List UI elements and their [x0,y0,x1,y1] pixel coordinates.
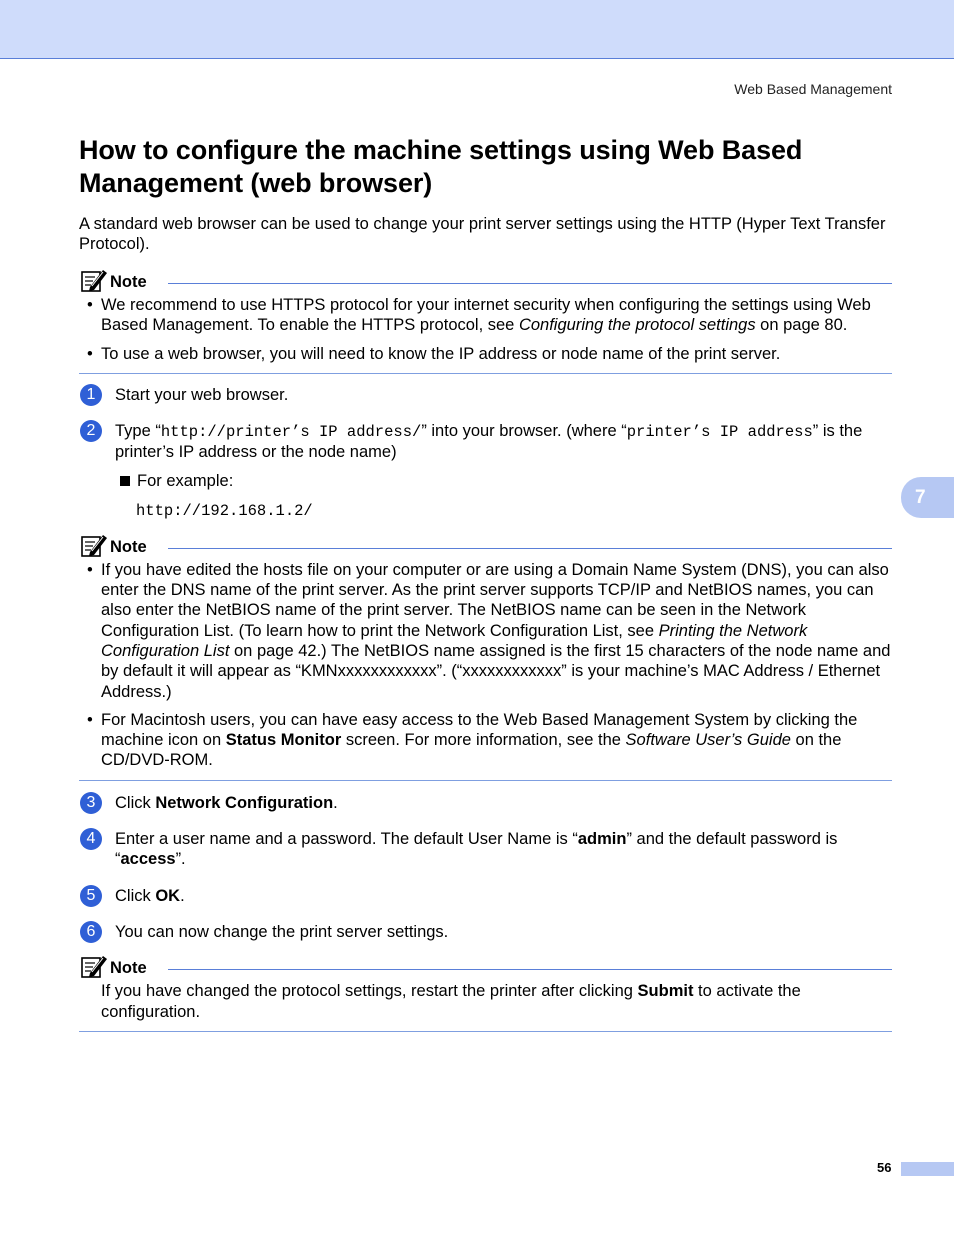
code-text: http://printer’s IP address/ [160,423,422,442]
note-rule [168,969,892,970]
step-number-icon: 6 [80,921,102,943]
step-number-icon: 1 [80,384,102,406]
code-text: printer’s IP address [626,423,813,442]
page-number: 56 [877,1160,892,1175]
cross-reference: Software User’s Guide [625,731,791,750]
bullet: • [87,344,93,363]
step-3: 3 Click Network Configuration. [79,793,892,813]
note-box-2 [79,534,892,781]
page-title: How to configure the machine settings using Web Based Management (web browser) [79,135,803,198]
note-label: Note [110,537,147,556]
note-item: • For Macintosh users, you can have easy access to the Web Based Management System by clicking the machine icon on Status Monitor screen. For more information, see the Software User’s Guide on the CD/DVD-ROM. [87,710,858,770]
note-rule [168,548,892,549]
note-pencil-icon [80,532,108,558]
bullet: • [87,710,93,729]
note-pencil-icon [80,953,108,979]
note-header [79,955,892,981]
bullet: • [87,560,93,579]
note-box-3 [79,955,892,1032]
step-6: 6 You can now change the print server settings. [79,922,892,942]
cross-reference: Printing the Network Configuration List [101,621,808,660]
step-1: 1 Start your web browser. [79,385,892,405]
bullet: • [87,296,93,314]
square-bullet-icon [120,476,130,486]
step-5: 5 Click OK. [79,886,892,906]
example-url: http://192.168.1.2/ [136,501,313,520]
step-number-icon: 4 [80,828,102,850]
note-item: • To use a web browser, you will need to know the IP address or node name of the print server. [87,344,781,363]
note-label: Note [110,273,147,291]
note-text: If you have changed the protocol settings, restart the printer after clicking Submit to activate the configuration. [101,982,801,1021]
page-content [79,134,892,1032]
step-number-icon: 2 [80,420,102,442]
note-pencil-icon [80,267,108,293]
sub-bullet: For example: [120,471,892,491]
intro-paragraph: A standard web browser can be used to change your print server settings using the HTTP (Hyper Text Transfer Protocol). [79,215,886,253]
note-rule [168,283,892,284]
note-header [79,534,892,560]
running-header: Web Based Management [734,81,892,97]
note-item: • If you have edited the hosts file on your computer or are using a Domain Name System (DNS), you can also enter the DNS name of the print server. As the print server supports TCP/IP and NetBIOS names, you can also enter the NetBIOS name of the print server. The NetBIOS name can be seen in the Network Configuration List. (To learn how to print the Network Configuration List, see Printing the Network Configuration List on page 42.) The NetBIOS name assigned is the first 15 characters of the node name and by default it will appear as “KMNxxxxxxxxxxxx”. (“xxxxxxxxxxxx” is your machine’s MAC Address / Ethernet Address.) [87,560,891,701]
note-label: Note [110,959,147,978]
header-band [0,0,954,59]
step-2: 2 Type “http://printer’s IP address/” into your browser. (where “printer’s IP address” is the printer’s IP address or the node name) [79,421,892,463]
step-number-icon: 5 [80,885,102,907]
note-header [79,269,892,295]
page-number-bar [901,1162,954,1176]
note-box-1 [79,269,892,374]
note-list [79,560,892,771]
note-item: • We recommend to use HTTPS protocol for your internet security when configuring the settings using Web Based Management. To enable the HTTPS protocol, see Configuring the protocol settings on page 80. [87,296,871,335]
cross-reference: Configuring the protocol settings [518,316,756,335]
note-list [79,295,892,364]
step-number-icon: 3 [80,792,102,814]
step-4: 4 Enter a user name and a password. The default User Name is “admin” and the default password is “access”. [79,829,892,870]
chapter-tab: 7 [901,477,954,518]
